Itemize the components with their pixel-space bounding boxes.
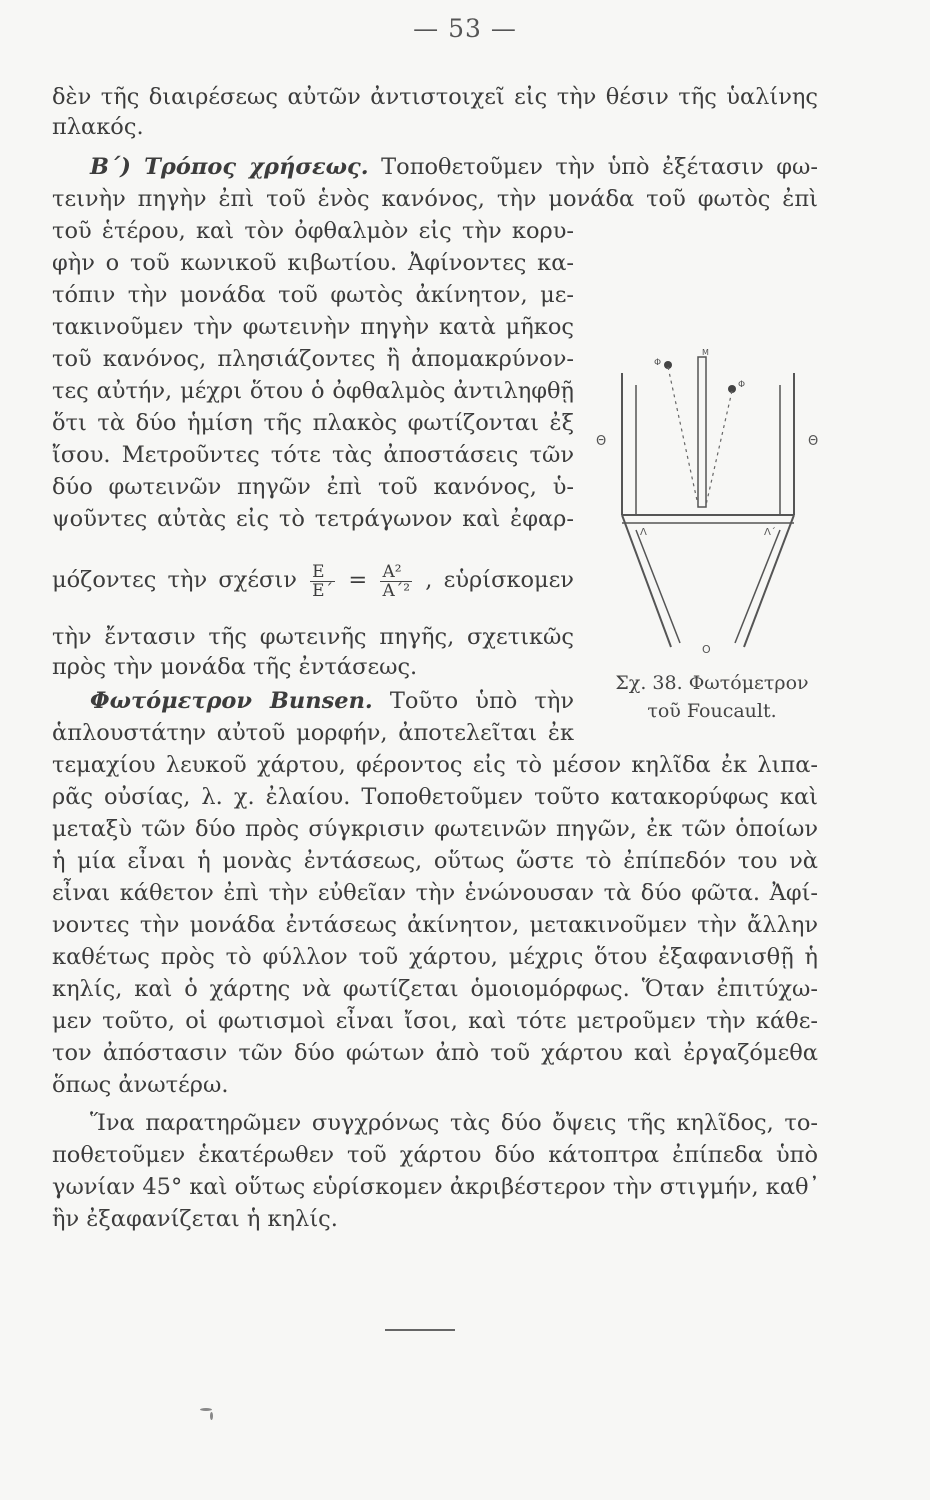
text-line: δύο φωτεινῶν πηγῶν ἐπὶ τοῦ κανόνος, ὑ- xyxy=(52,474,574,500)
text-line: ἡ μία εἶναι ἡ μονὰς ἐντάσεως, οὕτως ὥστε τὸ ἐπίπεδόν του νὰ xyxy=(52,848,818,874)
label-o: O xyxy=(702,643,711,656)
text-line: μεταξὺ τῶν δύο πρὸς σύγκρισιν φωτεινῶν πηγῶν, ἐκ τῶν ὁποίων xyxy=(52,816,818,842)
fraction-a xyxy=(380,563,412,600)
fraction-a-denominator: A΄² xyxy=(382,580,411,601)
fraction-a-numerator: A² xyxy=(380,563,412,582)
bunsen-line xyxy=(90,686,574,716)
ink-speck xyxy=(210,1412,213,1420)
text-line: τες αὐτήν, μέχρι ὅτου ὁ ὀφθαλμὸς ἀντιληφθῇ xyxy=(52,378,574,404)
bunsen-first: Τοῦτο ὑπὸ τὴν xyxy=(389,688,575,714)
page-number: — 53 — xyxy=(413,14,517,43)
label-phi-left: Φ xyxy=(654,358,662,368)
label-theta-left: Θ xyxy=(596,434,607,449)
text-line: γωνίαν 45° καὶ οὕτως εὑρίσκομεν ἀκριβέστερον τὴν στιγμήν, καθ᾽ xyxy=(52,1174,820,1200)
text-line: καθέτως πρὸς τὸ φύλλον τοῦ χάρτου, μέχρις ὅτου ἐξαφανισθῇ ἡ xyxy=(52,944,818,970)
text-line: ψοῦντες αὐτὰς εἰς τὸ τετράγωνον καὶ ἐφαρ- xyxy=(52,506,574,532)
text-line: τοῦ ἑτέρου, καὶ τὸν ὀφθαλμὸν εἰς τὴν κορυ- xyxy=(52,218,574,244)
fraction-e-numerator: E xyxy=(310,563,335,582)
label-theta-right: Θ xyxy=(808,434,819,449)
text-line: δὲν τῆς διαιρέσεως αὐτῶν ἀντιστοιχεῖ εἰς τὴν θέσιν τῆς ὑαλίνης xyxy=(52,84,818,110)
label-phi-right: Φ xyxy=(738,380,746,390)
text-line: τὴν ἔντασιν τῆς φωτεινῆς πηγῆς, σχετικῶς xyxy=(52,624,574,650)
text-line: ποθετοῦμεν ἑκατέρωθεν τοῦ χάρτου δύο κάτοπτρα ἐπίπεδα ὑπὸ xyxy=(52,1142,818,1168)
text-line: ὅτι τὰ δύο ἡμίση τῆς πλακὸς φωτίζονται ἐξ xyxy=(52,410,574,436)
ink-speck xyxy=(200,1408,212,1411)
text-line: τοῦ κανόνος, πλησιάζοντες ἢ ἀπομακρύνον- xyxy=(52,346,574,372)
label-m: M xyxy=(702,348,709,357)
formula-line xyxy=(52,560,574,600)
text-line: τον ἀπόστασιν τῶν δύο φώτων ἀπὸ τοῦ χάρτου καὶ ἐργαζόμεθα xyxy=(52,1040,818,1066)
formula-after: , εὑρίσκομεν xyxy=(425,567,574,593)
text-line: πρὸς τὴν μονάδα τῆς ἐντάσεως. xyxy=(52,654,418,680)
text-line: νοντες τὴν μονάδα ἐντάσεως ἀκίνητον, μετακινοῦμεν τὴν ἄλλην xyxy=(52,912,818,938)
bunsen-heading: Φωτόμετρον Bunsen. xyxy=(90,688,373,714)
label-lambda-right: Λ΄ xyxy=(764,527,776,538)
formula-before: μόζοντες τὴν σχέσιν xyxy=(52,567,297,593)
text-line: ἴσου. Μετροῦντες τότε τὰς ἀποστάσεις τῶν xyxy=(52,442,574,468)
formula-equals: = xyxy=(348,567,368,593)
fraction-e-denominator: E΄ xyxy=(312,580,334,601)
foucault-photometer-figure xyxy=(596,345,826,665)
text-line: τεμαχίου λευκοῦ χάρτου, φέροντος εἰς τὸ μέσον κηλῖδα ἐκ λιπα- xyxy=(52,752,818,778)
figure-caption-line2: τοῦ Foucault. xyxy=(647,700,777,722)
text-line: τεινὴν πηγὴν ἐπὶ τοῦ ἑνὸς κανόνος, τὴν μονάδα τοῦ φωτὸς ἐπὶ xyxy=(52,186,818,212)
text-line: ἣν ἐξαφανίζεται ἡ κηλίς. xyxy=(52,1206,338,1232)
text-line: ρᾶς οὐσίας, λ. χ. ἐλαίου. Τοποθετοῦμεν τοῦτο κατακορύφως καὶ xyxy=(52,784,818,810)
text-line: μεν τοῦτο, οἱ φωτισμοὶ εἶναι ἴσοι, καὶ τότε μετροῦμεν τὴν κάθε- xyxy=(52,1008,818,1034)
text-line: τόπιν τὴν μονάδα τοῦ φωτὸς ἀκίνητον, με- xyxy=(52,282,574,308)
label-lambda-left: Λ xyxy=(640,527,647,538)
text-line: ὅπως ἀνωτέρω. xyxy=(52,1072,229,1098)
text-line: πλακός. xyxy=(52,114,144,140)
text-line: τακινοῦμεν τὴν φωτεινὴν πηγὴν κατὰ μῆκος xyxy=(52,314,574,340)
text-line: Ἵνα παρατηρῶμεν συγχρόνως τὰς δύο ὄψεις τῆς κηλῖδος, το- xyxy=(90,1110,818,1136)
section-b-first: Τοποθετοῦμεν τὴν ὑπὸ ἐξέτασιν φω- xyxy=(381,154,818,180)
footer-rule xyxy=(385,1329,455,1331)
fraction-e xyxy=(310,563,335,600)
section-b-line xyxy=(90,152,818,182)
section-b-heading: Β΄) Τρόπος χρήσεως. xyxy=(90,154,369,180)
text-line: κηλίς, καὶ ὁ χάρτης νὰ φωτίζεται ὁμοιομόρφως. Ὅταν ἐπιτύχω- xyxy=(52,976,818,1002)
text-line: φὴν ο τοῦ κωνικοῦ κιβωτίου. Ἀφίνοντες κα- xyxy=(52,250,574,276)
figure-caption-line1: Σχ. 38. Φωτόμετρον xyxy=(615,672,809,694)
text-line: εἶναι κάθετον ἐπὶ τὴν εὐθεῖαν τὴν ἑνώνουσαν τὰ δύο φῶτα. Ἀφί- xyxy=(52,880,818,906)
text-line: ἁπλουστάτην αὐτοῦ μορφήν, ἀποτελεῖται ἐκ xyxy=(52,720,574,746)
